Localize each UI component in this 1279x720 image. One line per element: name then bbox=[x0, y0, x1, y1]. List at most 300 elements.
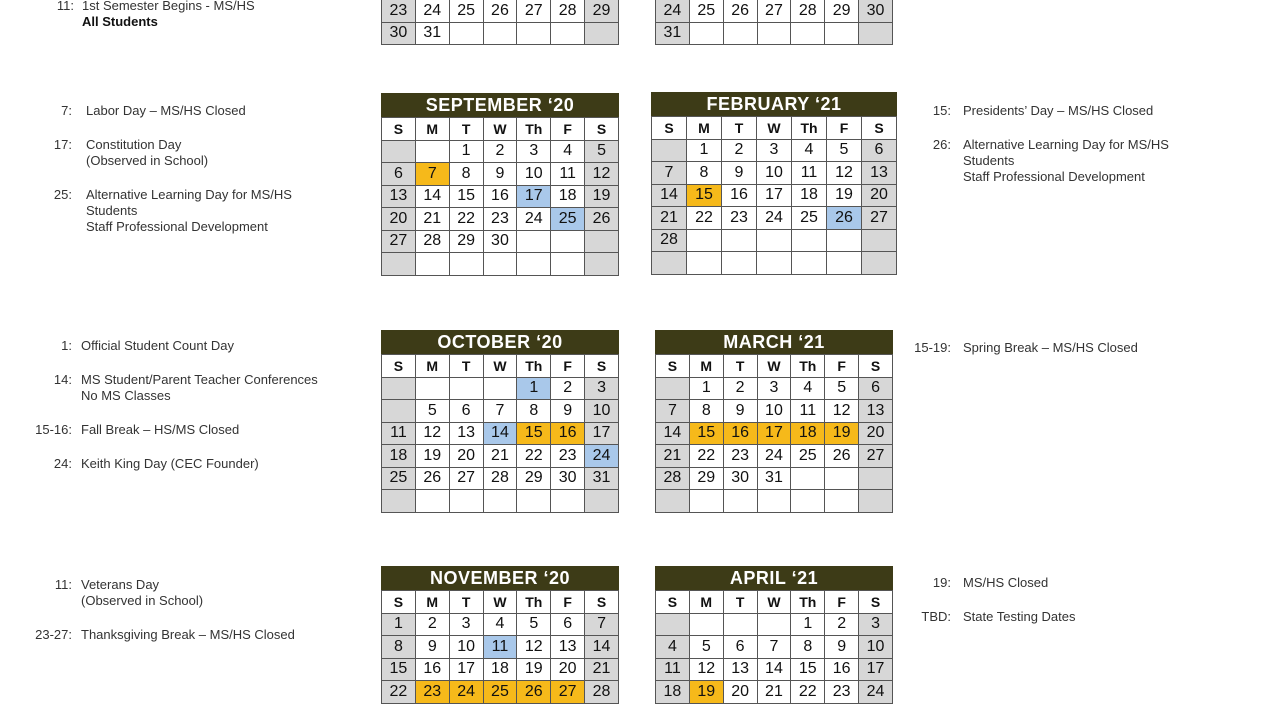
day-cell: 17 bbox=[757, 422, 791, 445]
day-cell: 31 bbox=[757, 467, 791, 490]
weekday-header-row bbox=[656, 591, 893, 614]
weekday-label: W bbox=[757, 355, 791, 378]
day-cell: 27 bbox=[449, 467, 483, 490]
event-text: Veterans Day (Observed in School) bbox=[81, 577, 204, 608]
day-cell: 28 bbox=[483, 467, 517, 490]
calendar-october-2020 bbox=[381, 330, 619, 513]
day-cell: 13 bbox=[382, 185, 416, 208]
day-cell: 3 bbox=[757, 139, 792, 162]
event-date: 11: bbox=[54, 577, 72, 592]
day-cell: 8 bbox=[689, 400, 723, 423]
day-cell bbox=[656, 490, 690, 513]
day-cell bbox=[827, 229, 862, 252]
month-title: FEBRUARY ‘21 bbox=[651, 92, 897, 116]
day-cell bbox=[656, 613, 690, 636]
event-text: Thanksgiving Break – MS/HS Closed bbox=[81, 627, 295, 642]
event-text: 1st Semester Begins - MS/HS bbox=[82, 0, 255, 13]
event-date: TBD: bbox=[921, 609, 951, 624]
weekday-label: W bbox=[483, 591, 517, 614]
day-cell: 8 bbox=[382, 636, 416, 659]
week-row bbox=[382, 253, 619, 276]
week-row bbox=[382, 140, 619, 163]
weekday-label: Th bbox=[517, 118, 551, 141]
calendar-grid bbox=[381, 0, 619, 45]
day-cell bbox=[382, 377, 416, 400]
day-cell: 16 bbox=[722, 184, 757, 207]
weekday-label: F bbox=[825, 355, 859, 378]
week-row bbox=[382, 163, 619, 186]
weekday-label: S bbox=[656, 355, 690, 378]
day-cell: 8 bbox=[687, 162, 722, 185]
weekday-label: W bbox=[483, 355, 517, 378]
day-cell: 23 bbox=[551, 445, 585, 468]
day-cell bbox=[723, 22, 757, 45]
day-cell: 23 bbox=[723, 445, 757, 468]
day-cell: 4 bbox=[791, 377, 825, 400]
day-cell: 7 bbox=[585, 613, 619, 636]
day-cell: 5 bbox=[585, 140, 619, 163]
weekday-label: S bbox=[382, 118, 416, 141]
day-cell: 21 bbox=[483, 445, 517, 468]
day-cell: 13 bbox=[859, 400, 893, 423]
day-cell: 21 bbox=[656, 445, 690, 468]
day-cell: 24 bbox=[757, 207, 792, 230]
day-cell bbox=[652, 252, 687, 275]
week-row bbox=[652, 162, 897, 185]
day-cell: 2 bbox=[415, 613, 449, 636]
weekday-label: T bbox=[723, 355, 757, 378]
day-cell bbox=[551, 490, 585, 513]
weekday-label: M bbox=[415, 355, 449, 378]
event-text: Fall Break – HS/MS Closed bbox=[81, 422, 240, 437]
week-row bbox=[656, 22, 893, 45]
event-date: 1: bbox=[61, 338, 72, 353]
day-cell: 22 bbox=[449, 208, 483, 231]
day-cell: 16 bbox=[825, 658, 859, 681]
month-title: NOVEMBER ‘20 bbox=[381, 566, 619, 590]
day-cell: 10 bbox=[449, 636, 483, 659]
day-cell bbox=[723, 490, 757, 513]
day-cell: 2 bbox=[722, 139, 757, 162]
day-cell: 19 bbox=[689, 681, 723, 704]
day-cell: 15 bbox=[687, 184, 722, 207]
day-cell: 6 bbox=[859, 377, 893, 400]
day-cell: 10 bbox=[757, 400, 791, 423]
day-cell: 10 bbox=[859, 636, 893, 659]
day-cell: 29 bbox=[517, 467, 551, 490]
weekday-label: M bbox=[687, 117, 722, 140]
day-cell: 17 bbox=[859, 658, 893, 681]
day-cell: 28 bbox=[791, 0, 825, 22]
day-cell bbox=[723, 613, 757, 636]
day-cell bbox=[689, 490, 723, 513]
weekday-label: Th bbox=[791, 591, 825, 614]
weekday-label: F bbox=[827, 117, 862, 140]
day-cell: 16 bbox=[723, 422, 757, 445]
day-cell bbox=[382, 490, 416, 513]
day-cell: 15 bbox=[449, 185, 483, 208]
day-cell: 22 bbox=[689, 445, 723, 468]
day-cell: 2 bbox=[825, 613, 859, 636]
day-cell bbox=[792, 252, 827, 275]
day-cell: 26 bbox=[415, 467, 449, 490]
day-cell bbox=[689, 22, 723, 45]
day-cell: 20 bbox=[859, 422, 893, 445]
calendar-grid bbox=[381, 117, 619, 276]
day-cell: 7 bbox=[415, 163, 449, 186]
event-text: Labor Day – MS/HS Closed bbox=[86, 103, 246, 118]
day-cell: 24 bbox=[415, 0, 449, 22]
top-right-partial-calendar bbox=[655, 0, 893, 45]
day-cell: 6 bbox=[382, 163, 416, 186]
day-cell: 14 bbox=[656, 422, 690, 445]
day-cell: 26 bbox=[517, 681, 551, 704]
week-row bbox=[382, 467, 619, 490]
week-row bbox=[656, 400, 893, 423]
day-cell: 12 bbox=[517, 636, 551, 659]
day-cell: 6 bbox=[551, 613, 585, 636]
day-cell: 9 bbox=[825, 636, 859, 659]
calendar-march-2021 bbox=[655, 330, 893, 513]
day-cell bbox=[382, 140, 416, 163]
day-cell: 21 bbox=[757, 681, 791, 704]
event-text: MS Student/Parent Teacher Conferences No MS Classes bbox=[81, 372, 318, 403]
day-cell: 26 bbox=[585, 208, 619, 231]
event-text: MS/HS Closed bbox=[963, 575, 1049, 590]
event-date: 15-16: bbox=[35, 422, 72, 437]
day-cell: 23 bbox=[415, 681, 449, 704]
day-cell: 23 bbox=[382, 0, 416, 22]
month-title: APRIL ‘21 bbox=[655, 566, 893, 590]
day-cell: 1 bbox=[517, 377, 551, 400]
day-cell: 16 bbox=[483, 185, 517, 208]
day-cell: 24 bbox=[757, 445, 791, 468]
day-cell bbox=[483, 377, 517, 400]
day-cell: 1 bbox=[791, 613, 825, 636]
day-cell: 8 bbox=[791, 636, 825, 659]
week-row bbox=[656, 377, 893, 400]
weekday-label: S bbox=[652, 117, 687, 140]
weekday-header-row bbox=[652, 117, 897, 140]
week-row bbox=[656, 658, 893, 681]
day-cell: 1 bbox=[689, 377, 723, 400]
day-cell: 17 bbox=[449, 658, 483, 681]
day-cell: 11 bbox=[551, 163, 585, 186]
week-row bbox=[382, 0, 619, 22]
day-cell bbox=[551, 253, 585, 276]
day-cell bbox=[483, 490, 517, 513]
day-cell: 25 bbox=[792, 207, 827, 230]
day-cell bbox=[382, 400, 416, 423]
day-cell: 27 bbox=[551, 681, 585, 704]
day-cell: 27 bbox=[517, 0, 551, 22]
day-cell bbox=[722, 229, 757, 252]
day-cell bbox=[859, 467, 893, 490]
day-cell: 12 bbox=[585, 163, 619, 186]
day-cell: 12 bbox=[415, 422, 449, 445]
day-cell bbox=[757, 613, 791, 636]
day-cell bbox=[656, 377, 690, 400]
weekday-label: S bbox=[862, 117, 897, 140]
event-date: 26: bbox=[932, 137, 951, 152]
day-cell: 23 bbox=[483, 208, 517, 231]
month-title: SEPTEMBER ‘20 bbox=[381, 93, 619, 117]
day-cell: 14 bbox=[757, 658, 791, 681]
day-cell: 28 bbox=[551, 0, 585, 22]
weekday-label: F bbox=[825, 591, 859, 614]
day-cell: 10 bbox=[585, 400, 619, 423]
week-row bbox=[382, 208, 619, 231]
day-cell: 26 bbox=[483, 0, 517, 22]
week-row bbox=[656, 467, 893, 490]
week-row bbox=[382, 400, 619, 423]
weekday-label: S bbox=[585, 118, 619, 141]
day-cell bbox=[687, 229, 722, 252]
calendar-february-2021 bbox=[651, 92, 897, 275]
day-cell: 20 bbox=[382, 208, 416, 231]
day-cell: 11 bbox=[792, 162, 827, 185]
day-cell bbox=[449, 22, 483, 45]
day-cell: 9 bbox=[551, 400, 585, 423]
week-row bbox=[382, 445, 619, 468]
event-date: 14: bbox=[53, 372, 72, 387]
day-cell: 17 bbox=[585, 422, 619, 445]
day-cell: 24 bbox=[449, 681, 483, 704]
day-cell: 26 bbox=[825, 445, 859, 468]
day-cell bbox=[825, 490, 859, 513]
day-cell: 3 bbox=[585, 377, 619, 400]
day-cell: 27 bbox=[757, 0, 791, 22]
day-cell: 4 bbox=[792, 139, 827, 162]
day-cell: 8 bbox=[517, 400, 551, 423]
day-cell: 25 bbox=[382, 467, 416, 490]
weekday-label: W bbox=[757, 591, 791, 614]
day-cell: 20 bbox=[862, 184, 897, 207]
day-cell: 28 bbox=[656, 467, 690, 490]
day-cell: 16 bbox=[415, 658, 449, 681]
day-cell: 29 bbox=[825, 0, 859, 22]
day-cell: 31 bbox=[585, 467, 619, 490]
day-cell: 17 bbox=[757, 184, 792, 207]
day-cell: 7 bbox=[652, 162, 687, 185]
day-cell: 22 bbox=[687, 207, 722, 230]
day-cell: 9 bbox=[415, 636, 449, 659]
day-cell: 19 bbox=[827, 184, 862, 207]
day-cell bbox=[825, 467, 859, 490]
day-cell: 26 bbox=[723, 0, 757, 22]
calendar-grid bbox=[381, 354, 619, 513]
day-cell: 15 bbox=[689, 422, 723, 445]
day-cell: 5 bbox=[415, 400, 449, 423]
day-cell: 28 bbox=[585, 681, 619, 704]
day-cell: 11 bbox=[656, 658, 690, 681]
calendar-september-2020 bbox=[381, 93, 619, 276]
day-cell: 6 bbox=[449, 400, 483, 423]
week-row bbox=[656, 422, 893, 445]
week-row bbox=[652, 229, 897, 252]
day-cell: 12 bbox=[689, 658, 723, 681]
day-cell: 16 bbox=[551, 422, 585, 445]
day-cell: 22 bbox=[382, 681, 416, 704]
weekday-label: W bbox=[483, 118, 517, 141]
weekday-label: M bbox=[689, 591, 723, 614]
day-cell bbox=[791, 490, 825, 513]
calendar-november-2020 bbox=[381, 566, 619, 704]
weekday-label: T bbox=[449, 591, 483, 614]
day-cell: 15 bbox=[791, 658, 825, 681]
day-cell: 15 bbox=[517, 422, 551, 445]
day-cell: 30 bbox=[483, 230, 517, 253]
day-cell: 2 bbox=[483, 140, 517, 163]
event-date: 7: bbox=[61, 103, 72, 118]
day-cell: 4 bbox=[551, 140, 585, 163]
weekday-label: Th bbox=[792, 117, 827, 140]
day-cell: 10 bbox=[517, 163, 551, 186]
weekday-label: S bbox=[859, 355, 893, 378]
day-cell: 6 bbox=[723, 636, 757, 659]
day-cell: 19 bbox=[825, 422, 859, 445]
day-cell: 8 bbox=[449, 163, 483, 186]
weekday-label: T bbox=[722, 117, 757, 140]
day-cell bbox=[859, 490, 893, 513]
week-row bbox=[652, 139, 897, 162]
day-cell: 11 bbox=[483, 636, 517, 659]
weekday-label: F bbox=[551, 591, 585, 614]
day-cell bbox=[827, 252, 862, 275]
day-cell bbox=[757, 22, 791, 45]
day-cell: 22 bbox=[791, 681, 825, 704]
day-cell bbox=[382, 253, 416, 276]
day-cell: 24 bbox=[656, 0, 690, 22]
week-row bbox=[652, 207, 897, 230]
weekday-label: Th bbox=[517, 591, 551, 614]
day-cell: 10 bbox=[757, 162, 792, 185]
event-date: 19: bbox=[932, 575, 951, 590]
day-cell: 3 bbox=[859, 613, 893, 636]
day-cell bbox=[859, 22, 893, 45]
weekday-label: Th bbox=[517, 355, 551, 378]
day-cell: 3 bbox=[449, 613, 483, 636]
day-cell: 30 bbox=[382, 22, 416, 45]
weekday-header-row bbox=[382, 591, 619, 614]
event-text: Official Student Count Day bbox=[81, 338, 234, 353]
day-cell: 5 bbox=[689, 636, 723, 659]
day-cell bbox=[415, 377, 449, 400]
day-cell: 18 bbox=[792, 184, 827, 207]
day-cell: 4 bbox=[656, 636, 690, 659]
week-row bbox=[652, 184, 897, 207]
calendar-grid bbox=[381, 590, 619, 704]
day-cell bbox=[689, 613, 723, 636]
event-date: 24: bbox=[53, 456, 72, 471]
day-cell: 15 bbox=[382, 658, 416, 681]
day-cell bbox=[449, 253, 483, 276]
day-cell: 23 bbox=[825, 681, 859, 704]
day-cell: 17 bbox=[517, 185, 551, 208]
weekday-header-row bbox=[382, 118, 619, 141]
weekday-label: S bbox=[656, 591, 690, 614]
day-cell: 22 bbox=[517, 445, 551, 468]
day-cell: 25 bbox=[449, 0, 483, 22]
event-text: Alternative Learning Day for MS/HS Students Staff Professional Development bbox=[86, 187, 292, 234]
week-row bbox=[382, 422, 619, 445]
day-cell: 13 bbox=[449, 422, 483, 445]
day-cell: 18 bbox=[656, 681, 690, 704]
event-date: 17: bbox=[53, 137, 72, 152]
week-row bbox=[382, 377, 619, 400]
weekday-label: T bbox=[723, 591, 757, 614]
week-row bbox=[382, 681, 619, 704]
event-date: 15: bbox=[932, 103, 951, 118]
event-date: 25: bbox=[53, 187, 72, 202]
day-cell: 21 bbox=[415, 208, 449, 231]
event-text: Keith King Day (CEC Founder) bbox=[81, 456, 259, 471]
day-cell: 3 bbox=[757, 377, 791, 400]
day-cell: 27 bbox=[382, 230, 416, 253]
weekday-header-row bbox=[382, 355, 619, 378]
weekday-header-row bbox=[656, 355, 893, 378]
weekday-label: F bbox=[551, 355, 585, 378]
day-cell bbox=[415, 253, 449, 276]
day-cell bbox=[415, 490, 449, 513]
day-cell: 20 bbox=[723, 681, 757, 704]
week-row bbox=[656, 681, 893, 704]
event-date: 15-19: bbox=[914, 340, 951, 355]
day-cell bbox=[757, 490, 791, 513]
day-cell: 9 bbox=[483, 163, 517, 186]
day-cell bbox=[652, 139, 687, 162]
weekday-label: T bbox=[449, 118, 483, 141]
week-row bbox=[382, 613, 619, 636]
day-cell: 24 bbox=[585, 445, 619, 468]
day-cell: 13 bbox=[551, 636, 585, 659]
calendar-grid bbox=[655, 590, 893, 704]
day-cell: 1 bbox=[382, 613, 416, 636]
day-cell: 20 bbox=[449, 445, 483, 468]
day-cell bbox=[517, 230, 551, 253]
day-cell bbox=[791, 22, 825, 45]
day-cell: 14 bbox=[652, 184, 687, 207]
day-cell bbox=[585, 490, 619, 513]
day-cell: 12 bbox=[825, 400, 859, 423]
day-cell bbox=[517, 490, 551, 513]
month-title: MARCH ‘21 bbox=[655, 330, 893, 354]
weekday-label: S bbox=[382, 591, 416, 614]
event-text: Spring Break – MS/HS Closed bbox=[963, 340, 1138, 355]
weekday-label: T bbox=[449, 355, 483, 378]
week-row bbox=[382, 490, 619, 513]
day-cell bbox=[757, 252, 792, 275]
week-row bbox=[382, 636, 619, 659]
day-cell: 21 bbox=[585, 658, 619, 681]
day-cell: 26 bbox=[827, 207, 862, 230]
day-cell: 25 bbox=[689, 0, 723, 22]
day-cell: 5 bbox=[517, 613, 551, 636]
day-cell: 19 bbox=[415, 445, 449, 468]
day-cell: 25 bbox=[551, 208, 585, 231]
calendar-april-2021 bbox=[655, 566, 893, 704]
day-cell: 27 bbox=[859, 445, 893, 468]
day-cell bbox=[862, 229, 897, 252]
day-cell bbox=[517, 22, 551, 45]
day-cell: 23 bbox=[722, 207, 757, 230]
weekday-label: S bbox=[585, 355, 619, 378]
day-cell: 11 bbox=[791, 400, 825, 423]
week-row bbox=[656, 613, 893, 636]
day-cell: 3 bbox=[517, 140, 551, 163]
day-cell bbox=[585, 230, 619, 253]
calendar-grid bbox=[655, 354, 893, 513]
